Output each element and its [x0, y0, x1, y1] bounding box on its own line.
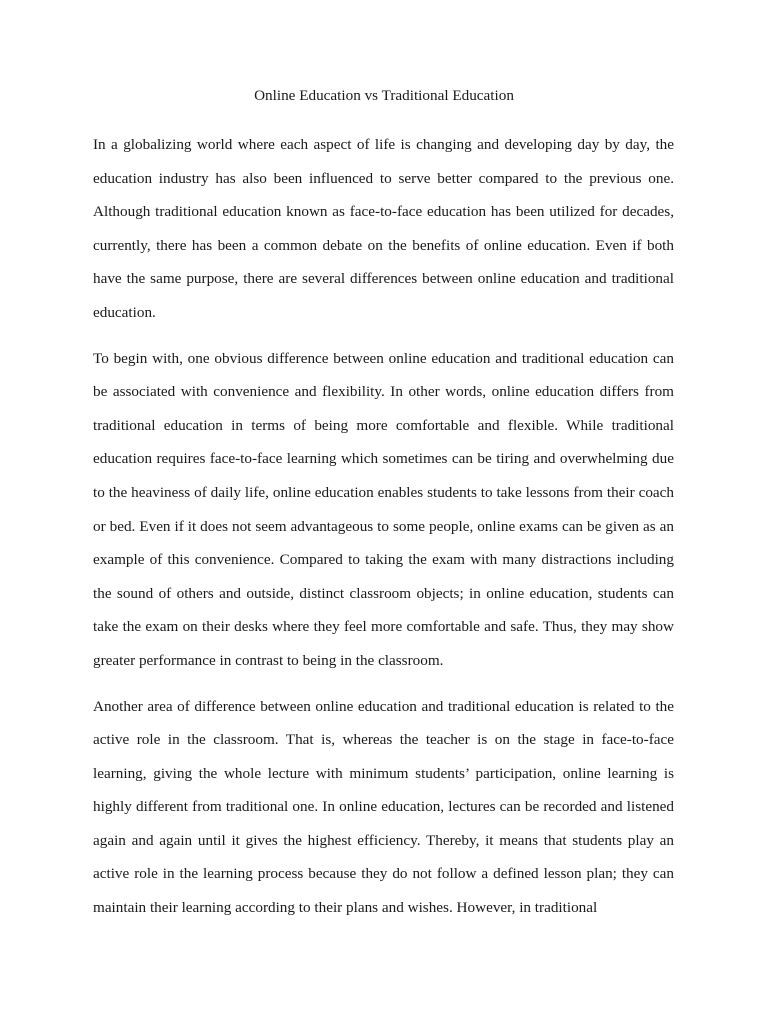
paragraph-active-role: Another area of difference between online education and traditional education is related to the active role in the classroom. That is, whereas the teacher is on the stage in face-to-face learning, giving the whole lecture with minimum students’ participation, online learning is highly different from traditional one. In online education, lectures can be recorded and listened again and again until it gives the highest efficiency. Thereby, it means that students play an active role in the learning process because they do not follow a defined lesson plan; they can maintain their learning according to their plans and wishes. However, in traditional — [93, 697, 674, 917]
paragraph-convenience: To begin with, one obvious difference between online education and traditional education can be associated with convenience and flexibility. In other words, online education differs from traditional education in terms of being more comfortable and flexible. While traditional education requires face-to-face learning which sometimes can be tiring and overwhelming due to the heaviness of daily life, online education enables students to take lessons from their coach or bed. Even if it does not seem advantageous to some people, online exams can be given as an example of this convenience. Compared to taking the exam with many distractions including the sound of others and outside, distinct classroom objects; in online education, students can take the exam on their desks where they feel more comfortable and safe. Thus, they may show greater performance in contrast to being in the classroom. — [93, 349, 674, 669]
paragraph-intro: In a globalizing world where each aspect of life is changing and developing day by day, the education industry has also been influenced to serve better compared to the previous one. Although traditional education known as face-to-face education has been utilized for decades, currently, there has been a common debate on the benefits of online education. Even if both have the same purpose, there are several differences between online education and traditional education. — [93, 136, 674, 321]
document-body — [93, 128, 674, 937]
document-title: Online Education vs Traditional Education — [254, 87, 514, 104]
